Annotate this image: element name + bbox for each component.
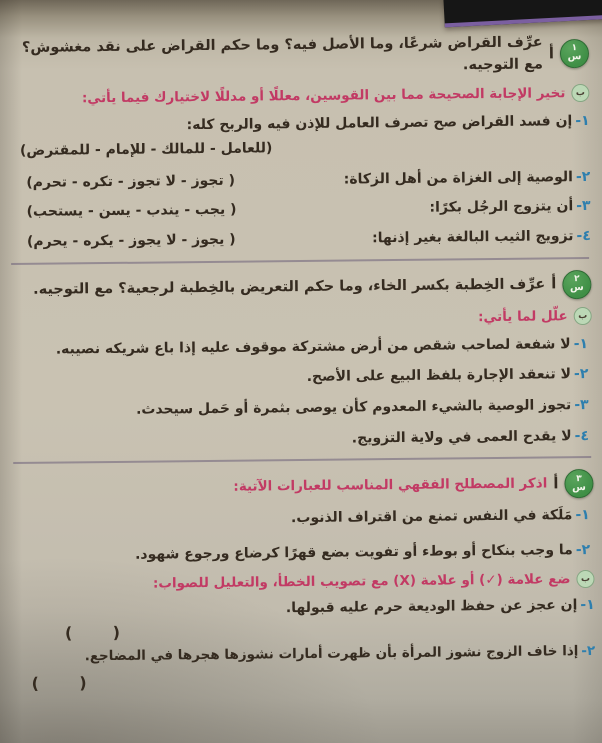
mcq-options-1: (للعامل - للمالك - للإمام - للمقترض)	[19, 139, 273, 159]
item-number: ٤-	[574, 427, 590, 444]
part-b-label: ب	[580, 573, 591, 584]
term-item-2	[12, 540, 590, 568]
item-text: إن عجز عن حفظ الوديعة حرم عليه قبولها.	[285, 596, 578, 616]
answer-parens-1: ( )	[64, 623, 122, 643]
item-number: ١-	[575, 507, 590, 524]
part-a-label: أ	[548, 44, 555, 63]
term-item-1	[12, 505, 590, 533]
item-text: مَلَكة في النفس تمنع من اقتراف الذنوب.	[290, 507, 573, 527]
answer-parens-2: ( )	[31, 673, 88, 694]
reasoning-item-4	[11, 426, 589, 454]
mcq-item-4	[372, 226, 591, 250]
mcq-options-4: ( يجوز - لا يجوز - يكره - يحرم)	[26, 231, 236, 250]
item-text: ما وجب بنكاح أو بوطء أو تفويت بضع قهرًا كرضاع ورجوع شهود.	[134, 542, 573, 563]
question-1-badge	[560, 39, 589, 68]
tf-statement-2	[13, 641, 595, 668]
question-1-text: عرِّف القراض شرعًا، وما الأصل فيه؟ وما حكم القراض على نقد مغشوش؟ مع التوجيه.	[21, 34, 544, 74]
item-number: ١-	[575, 112, 590, 129]
mcq-item-3-row	[8, 196, 590, 224]
part-b-instruction: ضع علامة (✓) أو علامة (X) مع تصويب الخطأ، والتعليل للصواب:	[152, 570, 571, 592]
item-text: لا يقدح العمى في ولاية التزويج.	[351, 427, 572, 447]
item-number: ١-	[580, 596, 595, 613]
question-1-header	[7, 31, 589, 82]
reasoning-item-3	[11, 395, 589, 423]
item-text: إن فسد القراض صح تصرف العامل للإذن فيه والربح كله:	[186, 113, 573, 134]
badge-letter: س	[572, 481, 586, 493]
item-number: ١-	[573, 335, 589, 352]
question-2-text: عرِّف الخِطبة بكسر الخاء، وما حكم التعريض بالخِطبة لرجعية؟ مع التوجيه.	[33, 276, 546, 298]
badge-letter: س	[567, 51, 582, 63]
part-b-label: ب	[578, 310, 588, 321]
mcq-item-2-row	[8, 167, 590, 195]
reasoning-item-1	[10, 334, 588, 362]
question-3-badge	[564, 469, 593, 498]
question-3-text: اذكر المصطلح الفقهي المناسب للعبارات الآتية:	[233, 475, 548, 496]
item-number: ٢-	[575, 541, 591, 559]
item-text: لا شفعة لصاحب شقص من أرض مشتركة موقوف عليه إذا باع شريكه نصيبه.	[55, 335, 571, 358]
question-2-part-b	[10, 306, 592, 333]
reasoning-items	[10, 334, 589, 454]
term-items	[12, 505, 591, 567]
item-number: ٢-	[581, 643, 596, 660]
part-a-label: أ	[551, 274, 557, 293]
mcq-item-4-row	[9, 226, 591, 254]
question-2-header	[9, 270, 591, 305]
section-divider-2	[13, 456, 591, 464]
mcq-options-3: ( يجب - يندب - يسن - يستحب)	[26, 201, 237, 221]
item-text: لا تنعقد الإجارة بلفظ البيع على الأصح.	[306, 366, 572, 386]
part-b-bullet	[574, 307, 592, 325]
item-number: ٣-	[576, 198, 591, 215]
item-text: الوصية إلى الغزاة من أهل الزكاة:	[343, 168, 573, 188]
item-text: أن يتزوج الرجُل بكرًا:	[429, 198, 574, 216]
section-divider-1	[11, 257, 589, 265]
item-text: تزويج الثيب البالغة بغير إذنها:	[372, 228, 574, 247]
question-1-part-b	[7, 83, 589, 110]
mcq-options-2: ( تجوز - لا تجوز - تكره - تحرم)	[26, 172, 236, 191]
item-text: إذا خاف الزوج نشوز المرأة بأن ظهرت أمارات نشوزها هجرها في المضاجع.	[84, 643, 579, 665]
question-3-header	[11, 469, 593, 504]
item-number: ٢-	[575, 168, 591, 185]
badge-letter: س	[569, 282, 584, 294]
mcq-item-3	[429, 196, 590, 219]
part-a-label: أ	[553, 474, 559, 493]
item-number: ٣-	[574, 396, 589, 414]
part-b-bullet	[576, 570, 594, 588]
part-b-instruction: تخير الإجابة الصحيحة مما بين القوسين، معللًا أو مدللًا لاختيارك فيما يأتي:	[81, 85, 566, 107]
part-b-bullet	[571, 84, 589, 102]
badge-number: ١	[571, 43, 578, 54]
badge-number: ٣	[576, 473, 582, 484]
item-text: تجوز الوصية بالشيء المعدوم كأن يوصى بثمرة أو حَمل سيحدث.	[135, 397, 572, 418]
part-b-instruction: علّل لما يأتي:	[477, 307, 568, 325]
item-number: ٢-	[573, 366, 589, 383]
item-number: ٤-	[576, 227, 591, 245]
mcq-item-2	[344, 167, 591, 191]
reasoning-item-2	[10, 364, 588, 392]
mcq-item-1	[8, 111, 590, 139]
part-b-label: ب	[575, 87, 585, 98]
question-2-badge	[562, 270, 591, 299]
question-3-part-b	[12, 569, 594, 596]
badge-number: ٢	[574, 274, 580, 285]
